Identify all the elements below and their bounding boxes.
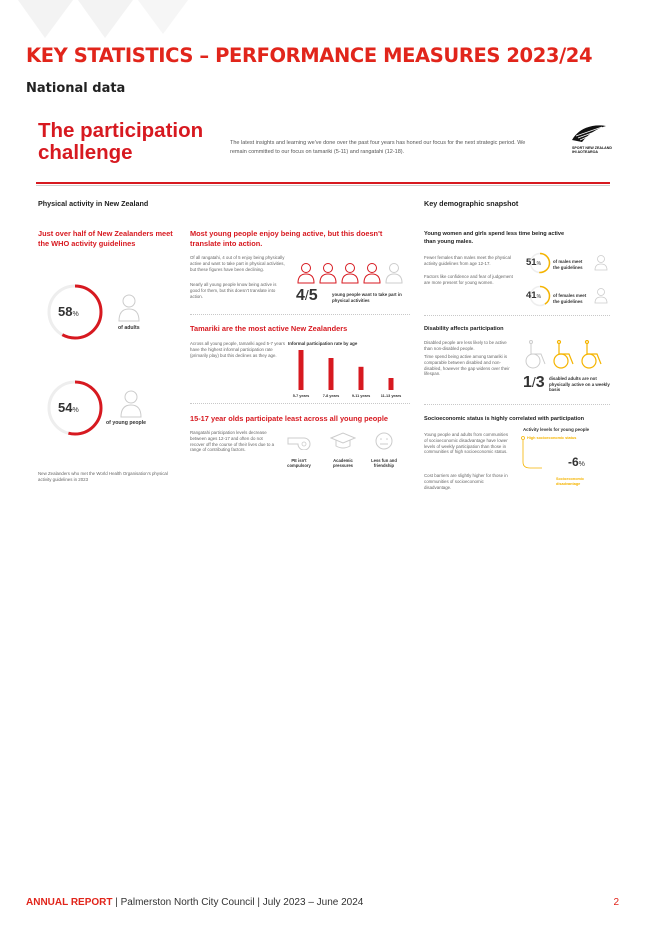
smiley-icon [375, 432, 393, 450]
divider [36, 182, 610, 184]
wheelchair-icon [523, 340, 611, 370]
divider [424, 404, 610, 405]
bar-9-11-years [359, 367, 364, 390]
section-red-heading: Just over half of New Zealanders meet the WHO activity guidelines [38, 229, 173, 248]
divider [36, 185, 610, 186]
block-heading: Disability affects participation [424, 326, 504, 332]
chart-title: Activity levels for young people [523, 427, 590, 432]
participation-bar-chart [286, 348, 406, 390]
person-icon [594, 288, 608, 304]
bar-5-7-years [299, 350, 304, 390]
fraction-value: 4/5 [296, 287, 318, 304]
page-number: 2 [613, 897, 619, 908]
bar-11-13-years [389, 378, 394, 390]
corner-decoration [18, 0, 188, 42]
divider [190, 403, 410, 404]
block-body: Across all young people, tamariki aged 5-7 years have the highest informal participation rate (primarily play) but this declines as they age. [190, 341, 285, 358]
block-body: Young people and adults from communities of socioeconomic disadvantage have lower levels of weekly participation than those in communities of high socioeconomic status. [424, 432, 509, 455]
block-heading: Tamariki are the most active New Zealanders [190, 324, 348, 333]
males-value: 51% [526, 257, 542, 268]
block-body: Cost barriers are slightly higher for those in communities of socioeconomic disadvantage. [424, 473, 508, 490]
divider [424, 315, 610, 316]
page-title: KEY STATISTICS – PERFORMANCE MEASURES 2023/24 [26, 44, 593, 67]
footnote: New Zealanders who met the World Health Organisation's physical activity guidelines in 2023 [38, 471, 168, 482]
fraction-label: young people want to take part in physical activities [332, 292, 402, 303]
block-body: Factors like confidence and fear of judgement are more present for young women. [424, 274, 513, 285]
mortarboard-icon [330, 432, 356, 450]
socio-difference: -6% [568, 455, 585, 469]
females-value: 41% [526, 290, 542, 301]
footer: ANNUAL REPORT | Palmerston North City Council | July 2023 – June 2024 [26, 897, 364, 908]
young-value: 54% [58, 400, 79, 415]
bar-tick-label: 11-13 years [380, 394, 402, 398]
whistle-icon [286, 434, 312, 450]
males-label: of males meet the guidelines [553, 259, 583, 270]
section-heading: Physical activity in New Zealand [38, 199, 149, 208]
adults-label: of adults [118, 325, 140, 331]
person-icon [594, 255, 608, 271]
young-label: of young people [106, 420, 147, 426]
bar-tick-label: 7-8 years [322, 394, 340, 398]
person-icon [120, 390, 142, 418]
block-heading: Young women and girls spend less time being active than young males. [424, 231, 565, 245]
icon-label: Less fun and friendship [371, 458, 397, 469]
people-row-icon [296, 262, 408, 284]
fraction-value: 1/3 [523, 374, 545, 391]
block-body: Time spend being active among tamariki is comparable between disabled and non-disabled, however the gap widens over their lifespan. [424, 354, 510, 377]
fern-logo-icon [566, 120, 610, 168]
chart-title: Informal participation rate by age [288, 341, 358, 346]
divider [190, 314, 410, 315]
block-body: Rangatahi participation levels decrease between ages 12-17 and often do not recover off the course of their lives due to a range of contributing factors. [190, 430, 275, 453]
icon-label: PE isn't compulsory [287, 458, 311, 469]
icon-label: Academic pressures [332, 458, 354, 469]
females-label: of females meet the guidelines [553, 293, 587, 304]
section-heading: Key demographic snapshot [424, 199, 519, 208]
page-subtitle: National data [26, 81, 126, 96]
block-heading: Most young people enjoy being active, but this doesn't translate into action. [190, 229, 383, 248]
bar-tick-label: 5-7 years [292, 394, 310, 398]
participation-infographic [26, 112, 618, 500]
bar-7-8-years [329, 358, 334, 390]
block-body: Nearly all young people know being active is good for them, but this doesn't translate into action. [190, 282, 277, 299]
bar-tick-label: 9-11 years [351, 394, 371, 398]
block-body: Of all rangatahi, 4 out of 5 enjoy being physically active and want to take part in physical activities, but these figures have been declining. [190, 255, 285, 272]
block-heading: Socioeconomic status is highly correlated with participation [424, 416, 585, 422]
block-body: Disabled people are less likely to be active than non-disabled people. [424, 340, 507, 351]
block-body: Fewer females than males meet the physical activity guidelines from age 12-17. [424, 255, 511, 266]
fraction-label: disabled adults are not physically active on a weekly basis [549, 376, 610, 393]
low-socio-label: Socioeconomic disadvantage [556, 477, 585, 486]
infographic-title: The participation challenge [38, 119, 204, 164]
adults-value: 58% [58, 304, 79, 319]
high-socio-label: High socioeconomic status [527, 436, 577, 440]
infographic-intro: The latest insights and learning we've done over the past four years has honed our focus for the next strategic period. We remain committed to our focus on tamariki (5-11) and rangatahi (12-18). [230, 140, 526, 155]
logo-text: SPORT NEW ZEALAND IHI AOTEAROA [572, 146, 612, 155]
person-icon [118, 294, 140, 322]
block-heading: 15-17 year olds participate least across all young people [190, 414, 388, 423]
